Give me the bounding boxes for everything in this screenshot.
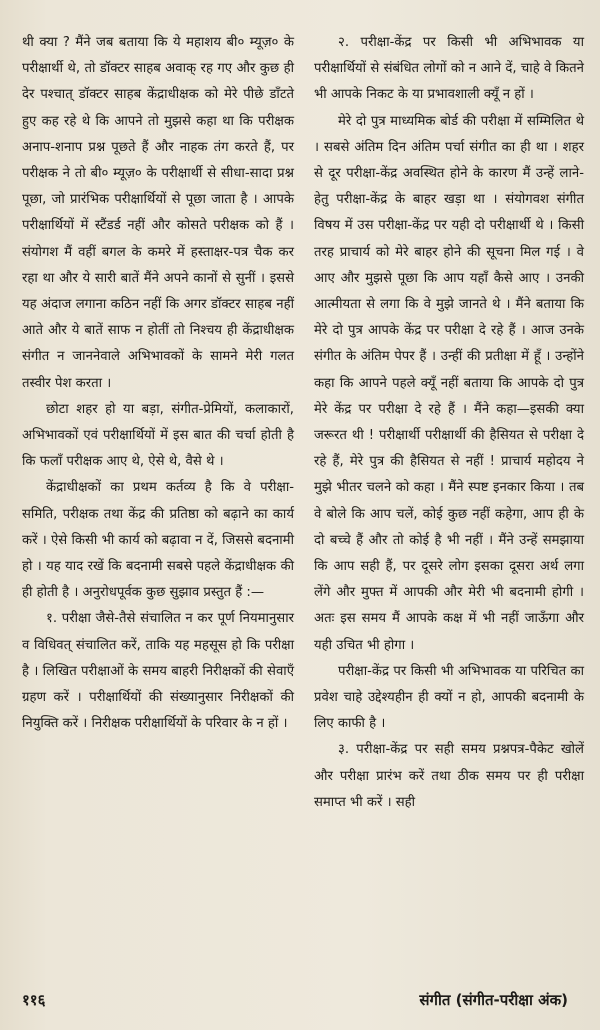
- paragraph: २. परीक्षा-केंद्र पर किसी भी अभिभावक या परीक्षार्थियों से संबंधित लोगों को न आने दें, चाहे वे कितने भी आपके निकट के या प्रभावशाली क्यूँ न हों ।: [314, 35, 584, 103]
- right-column: [314, 30, 584, 816]
- paragraph: परीक्षा-केंद्र पर किसी भी अभिभावक या परिचित का प्रवेश चाहे उद्देश्यहीन ही क्यों न हो, आपकी बदनामी के लिए काफी है ।: [314, 663, 584, 732]
- paragraph: मेरे दो पुत्र माध्यमिक बोर्ड की परीक्षा में सम्मिलित थे । सबसे अंतिम दिन अंतिम पर्चा संगीत का ही था । शहर से दूर परीक्षा-केंद्र अवस्थित होने के कारण मैं उन्हें लाने-हेतु परीक्षा-केंद्र के बाहर खड़ा था । संयोगवश संगीत विषय में उस परीक्षा-केंद्र पर यही दो परीक्षार्थी थे । किसी तरह प्राचार्य को मेरे बाहर होने की सूचना मिल गई । वे आए और मुझसे पूछा कि आप यहाँ कैसे आए । उनकी आत्मीयता से लगा कि वे मुझे जानते थे । मैंने बताया कि मेरे दो पुत्र आपके केंद्र पर परीक्षा दे रहे हैं । आज उनके संगीत के अंतिम पेपर हैं । उन्हीं की प्रतीक्षा में हूँ । उन्होंने कहा कि आपने पहले क्यूँ नहीं बताया कि आपके दो पुत्र मेरे केंद्र पर परीक्षा दे रहे हैं । मैंने कहा—इसकी क्या जरूरत थी ! परीक्षार्थी परीक्षार्थी की हैसियत से परीक्षा दे रहे हैं, मेरे पुत्र की हैसियत से नहीं ! प्राचार्य महोदय ने मुझे भीतर चलने को कहा । मैंने स्पष्ट इनकार किया । तब वे बोले कि आप चलें, कोई कुछ नहीं कहेगा, आप ही के दो बच्चे हैं और तो कोई है भी नहीं । मैंने उन्हें समझाया कि आप सही हैं, पर दूसरे लोग इसका दूसरा अर्थ लगा लेंगे और मुफ्त में आपकी और मेरी भी बदनामी होगी । अतः इस समय मैं आपके कक्ष में भी नहीं जाऊँगा और यही उचित भी होगा ।: [314, 113, 584, 653]
- page-number: ११६: [22, 991, 46, 1009]
- paragraph: केंद्राधीक्षकों का प्रथम कर्तव्य है कि वे परीक्षा-समिति, परीक्षक तथा केंद्र की प्रतिष्ठा को बढ़ाने का कार्य करें । ऐसे किसी भी कार्य को बढ़ावा न दें, जिससे बदनामी हो । यह याद रखें कि बदनामी सबसे पहले केंद्राधीक्षक की ही होती है । अनुरोधपूर्वक कुछ सुझाव प्रस्तुत हैं :—: [22, 480, 294, 601]
- left-column: [22, 30, 294, 737]
- paragraph: ३. परीक्षा-केंद्र पर सही समय प्रश्नपत्र-पैकेट खोलें और परीक्षा प्रारंभ करें तथा ठीक समय पर ही परीक्षा समाप्त भी करें । सही: [314, 742, 584, 810]
- paragraph: थी क्या ? मैंने जब बताया कि ये महाशय बी० म्यूज़० के परीक्षार्थी थे, तो डॉक्टर साहब अवाक् रह गए और कुछ ही देर पश्चात् डॉक्टर साहब केंद्राधीक्षक को मेरे पीछे डाँटते हुए कह रहे थे कि आपने तो मुझसे कहा था कि परीक्षक अनाप-शनाप प्रश्न पूछते हैं और नाहक तंग करते हैं, पर परीक्षक ने तो बी० म्यूज़० के परीक्षार्थी से सीधा-सादा प्रश्न पूछा, जो प्रारंभिक परीक्षार्थियों से पूछा जाता है । आपके परीक्षार्थियों में स्टैंडर्ड नहीं और कोसते परीक्षक को हैं । संयोगश मैं वहीं बगल के कमरे में हस्ताक्षर-पत्र चैक कर रहा था और ये सारी बातें मैंने अपने कानों से सुनीं । इससे यह अंदाज लगाना कठिन नहीं कि अगर डॉक्टर साहब नहीं आते और ये बातें साफ न होतीं तो निश्चय ही केंद्राधीक्षक संगीत न जाननेवाले अभिभावकों के सामने मेरी गलत तस्वीर पेश करता ।: [22, 35, 294, 391]
- paragraph: १. परीक्षा जैसे-तैसे संचालित न कर पूर्ण नियमानुसार व विधिवत् संचालित करें, ताकि यह महसूस हो कि परीक्षा है । लिखित परीक्षाओं के समय बाहरी निरीक्षकों की सेवाएँ ग्रहण करें । परीक्षार्थियों की संख्यानुसार निरीक्षकों की नियुक्ति करें । निरीक्षक परीक्षार्थियों के परिवार के न हों ।: [22, 611, 294, 732]
- paragraph: छोटा शहर हो या बड़ा, संगीत-प्रेमियों, कलाकारों, अभिभावकों एवं परीक्षार्थियों में इस बात की चर्चा होती है कि फलाँ परीक्षक आए थे, ऐसे थे, वैसे थे ।: [22, 401, 294, 470]
- running-title: संगीत (संगीत-परीक्षा अंक): [419, 991, 568, 1009]
